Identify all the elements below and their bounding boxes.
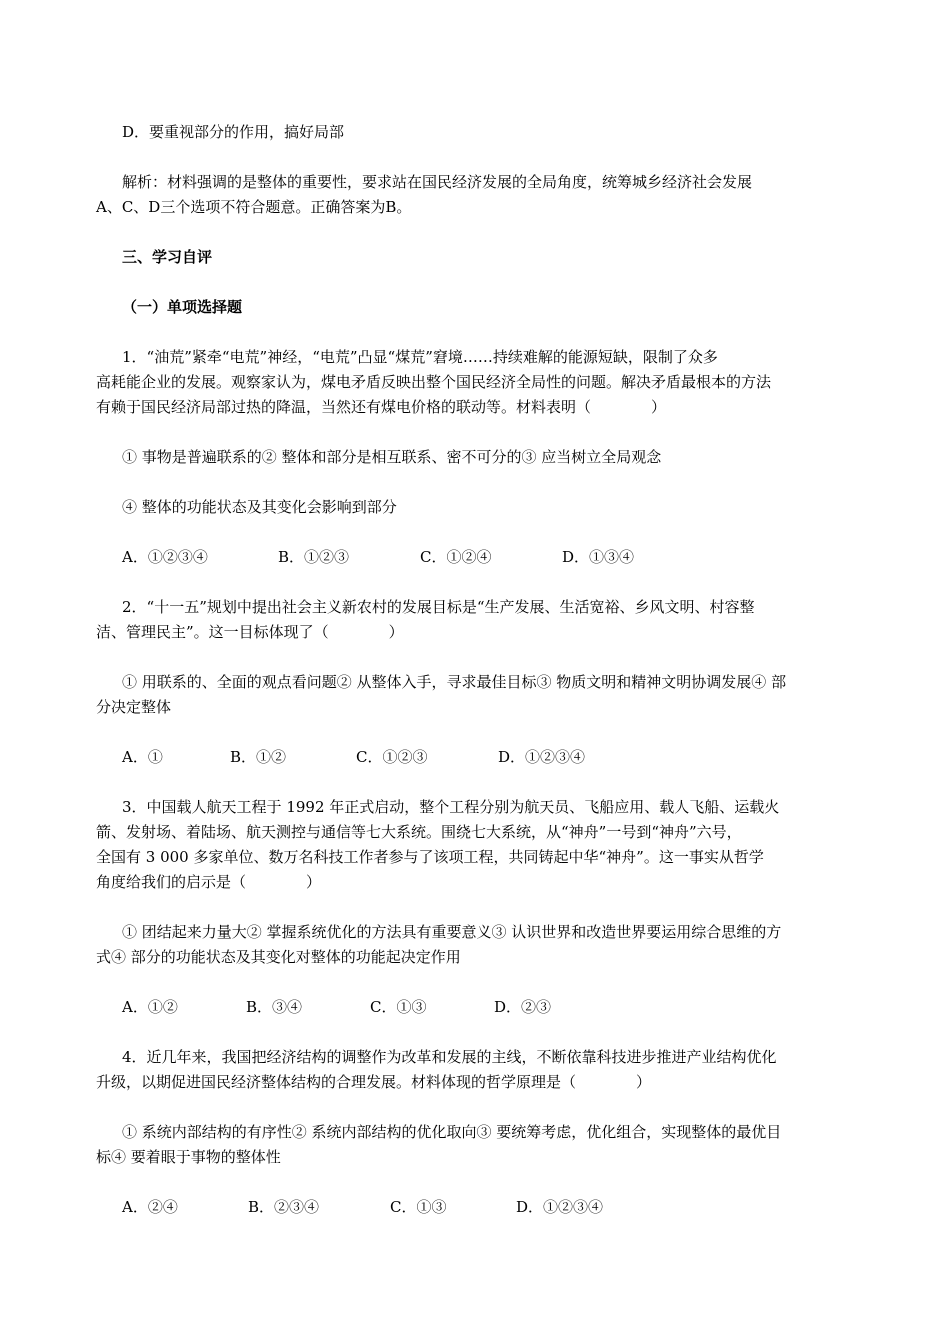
question-text-line: 角度给我们的启示是（ ） <box>96 873 322 891</box>
question-text-line: 有赖于国民经济局部过热的降温，当然还有煤电价格的联动等。材料表明（ ） <box>96 398 667 416</box>
question-3 <box>96 795 862 895</box>
statement-paragraph <box>96 1120 862 1170</box>
option-a: A．①② <box>122 998 178 1016</box>
answer-options <box>122 745 862 770</box>
analysis-line: A、C、D三个选项不符合题意。正确答案为B。 <box>96 198 412 216</box>
option-c: C．①②④ <box>420 548 492 566</box>
option-b: B．②③④ <box>248 1198 320 1216</box>
statement-line: ④ 整体的功能状态及其变化会影响到部分 <box>122 498 397 516</box>
option-d-line: D．要重视部分的作用，搞好局部 <box>122 123 345 141</box>
statement-paragraph <box>96 670 862 720</box>
analysis-line: 解析：材料强调的是整体的重要性，要求站在国民经济发展的全局角度，统筹城乡经济社会发展 <box>122 173 753 191</box>
option-b: B．①② <box>230 748 287 766</box>
answer-options <box>122 545 862 570</box>
option-c: C．①②③ <box>356 748 428 766</box>
statement-line: 分决定整体 <box>96 698 172 716</box>
option-c: C．①③ <box>390 1198 447 1216</box>
question-2 <box>96 595 862 645</box>
option-d: D．①③④ <box>562 548 635 566</box>
question-4 <box>96 1045 862 1095</box>
option-a: A．②④ <box>122 1198 178 1216</box>
subsection-heading: （一）单项选择题 <box>122 298 243 316</box>
option-a: A．①②③④ <box>122 548 208 566</box>
statement-line: 式④ 部分的功能状态及其变化对整体的功能起决定作用 <box>96 948 461 966</box>
question-text-line: 全国有 3 000 多家单位、数万名科技工作者参与了该项工程，共同铸起中华“神舟”。这一事实从哲学 <box>96 848 764 866</box>
option-d: D．①②③④ <box>516 1198 604 1216</box>
statement-line: ① 系统内部结构的有序性② 系统内部结构的优化取向③ 要统筹考虑，优化组合，实现整体的最优目 <box>122 1123 782 1141</box>
option-c: C．①③ <box>370 998 427 1016</box>
statement-line: ① 团结起来力量大② 掌握系统优化的方法具有重要意义③ 认识世界和改造世界要运用综合思维的方 <box>122 923 782 941</box>
question-text-line: 4．近几年来，我国把经济结构的调整作为改革和发展的主线，不断依靠科技进步推进产业结构优化 <box>122 1048 777 1066</box>
statement-line: 标④ 要着眼于事物的整体性 <box>96 1148 281 1166</box>
question-1 <box>96 345 862 420</box>
question-text-line: 升级，以期促进国民经济整体结构的合理发展。材料体现的哲学原理是（ ） <box>96 1073 652 1091</box>
question-text-line: 1．“油荒”紧牵“电荒”神经，“电荒”凸显“煤荒”窘境……持续难解的能源短缺，限制了众多 <box>122 348 718 366</box>
answer-options <box>122 995 862 1020</box>
analysis-paragraph <box>96 170 862 220</box>
question-text-line: 3．中国载人航天工程于 1992 年正式启动，整个工程分别为航天员、飞船应用、载人飞船、运载火 <box>122 798 780 816</box>
statement-line: ① 用联系的、全面的观点看问题② 从整体入手，寻求最佳目标③ 物质文明和精神文明协调发展④ 部 <box>122 673 787 691</box>
option-d: D．②③ <box>494 998 552 1016</box>
option-d: D．①②③④ <box>498 748 586 766</box>
question-text-line: 2．“十一五”规划中提出社会主义新农村的发展目标是“生产发展、生活宽裕、乡风文明、村容整 <box>122 598 755 616</box>
question-text-line: 洁、管理民主”。这一目标体现了（ ） <box>96 623 404 641</box>
statement-line: ① 事物是普遍联系的② 整体和部分是相互联系、密不可分的③ 应当树立全局观念 <box>122 448 662 466</box>
option-b: B．①②③ <box>278 548 350 566</box>
document-content <box>96 120 862 1245</box>
question-text-line: 箭、发射场、着陆场、航天测控与通信等七大系统。围绕七大系统，从“神舟”一号到“神舟”六号， <box>96 823 742 841</box>
statement-paragraph <box>96 920 862 970</box>
option-a: A．① <box>122 748 163 766</box>
question-text-line: 高耗能企业的发展。观察家认为，煤电矛盾反映出整个国民经济全局性的问题。解决矛盾最根本的方法 <box>96 373 772 391</box>
answer-options <box>122 1195 862 1220</box>
section-heading: 三、学习自评 <box>122 248 213 266</box>
option-b: B．③④ <box>246 998 303 1016</box>
